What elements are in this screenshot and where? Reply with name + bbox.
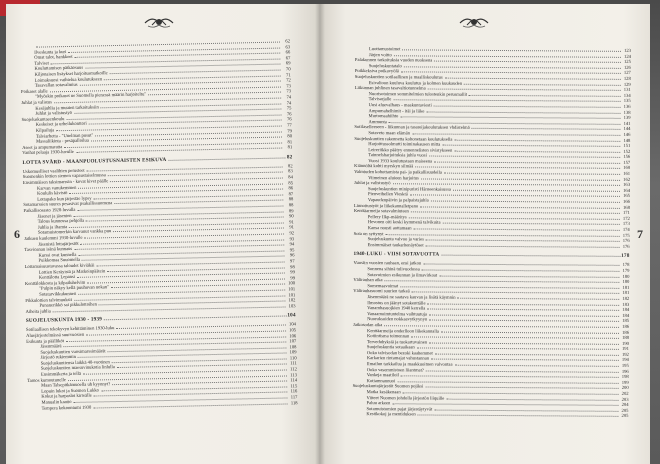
toc-entry-title: Sonnena sihinä tulivuodossa — [367, 266, 420, 272]
toc-entry-title: Aluejärjestelmässä suurvuosien — [26, 331, 85, 338]
toc-entry-title: Nuoruksoiden nokkaavytkyynyn — [367, 316, 428, 322]
toc-entry-page: 83 — [288, 168, 293, 174]
toc-entry-title: Juhlat ja valistustyö — [354, 180, 391, 186]
toc-entry-title: Pellery Ilkp-määritys — [367, 213, 407, 220]
toc-entry-page: 191 — [621, 346, 629, 352]
toc-entry-page: 114 — [290, 377, 298, 383]
section-heading: SUOJELUSKUNTA 1930 - 1939 104 — [25, 312, 296, 325]
toc-entry-title: Kokut ja harpaslot kirreälle — [41, 393, 92, 400]
toc-entry-title: Vanhat pelaaja 1930-luvulle — [22, 149, 74, 156]
toc-entry-title: Suojeluskuntaeenkoulu — [21, 115, 65, 122]
toc-entry-page: 62 — [285, 38, 291, 44]
toc-entry-page: 74 — [286, 99, 292, 105]
toc-entry-page: 99 — [290, 269, 295, 275]
toc-entry-page: 86 — [288, 185, 294, 191]
toc-entry-title: Tainnelsharjoituksia juhla vuosi — [368, 152, 427, 158]
toc-entry-page: 75 — [286, 105, 292, 111]
toc-entry-page: 96 — [289, 252, 295, 258]
toc-entry-page: 186 — [622, 329, 630, 335]
toc-entry-title: Sotilaallisen tekokyvyn kehittäminen 1930-luku — [25, 325, 115, 333]
toc-entry-title: Sotamarssien suures pesasivat psakallissuomena — [23, 200, 113, 208]
toc-entry-title: Välirauhan aika — [353, 277, 383, 283]
toc-entry-title: Kenttälokkosta ja kilpailuhelvim — [24, 279, 86, 286]
toc-entry-title: Sotaveto maan elämän — [368, 130, 411, 136]
toc-entry-title: Aseet ja ampumaratta — [22, 143, 63, 150]
toc-entry-page: 94 — [289, 241, 295, 247]
toc-entry-page: 89 — [288, 207, 294, 214]
toc-entry-title: Suojeluskuntien vuosimarssimäärät — [40, 347, 106, 355]
toc-entry-page: 131 — [623, 87, 631, 93]
toc-entry-title: Palakunnen tarkoituksia vuoden nuoksena — [354, 57, 433, 63]
toc-entry-page: 195 — [621, 362, 629, 368]
toc-entry-page: 172 — [622, 215, 630, 221]
section-heading: 1940-LUKU - VIISI SOTAVUOTTA 178 — [353, 251, 630, 260]
toc-entry-page: 101 — [288, 286, 296, 292]
toc-entry-page: 156 — [623, 154, 631, 160]
toc-entry-title: Jatkuen kuulemmi 1930-luvulle — [24, 234, 83, 241]
toc-entry-page: 124 — [624, 53, 631, 59]
toc-entry-title: Liikunnan juhlinen tasavaltiotunnelma — [354, 85, 426, 91]
toc-entry-title: Kenttäarmeija onderlloon liikekannalla — [366, 327, 439, 334]
toc-entry-page: 93 — [289, 235, 295, 241]
toc-entry-title: Poikaset alalle — [20, 88, 48, 94]
toc-entry-page: 160 — [623, 165, 631, 171]
toc-entry-page: 204 — [621, 402, 629, 408]
toc-entry-title: Terveduhyksiä ja tuokartuvainen — [366, 338, 428, 345]
toc-entry-title: Tarnos kumoutunelle — [26, 376, 66, 383]
toc-entry-page: 146 — [623, 131, 631, 137]
toc-entry-title: Talvisarjalle — [368, 96, 392, 102]
toc-entry-title: Kotiintisma toimennan — [366, 333, 410, 339]
section-heading: LOTTA SVÄRD - MAANPUOLUSTUSNAISTEN ESIKUVA 82 — [22, 154, 293, 166]
toc-entry-title: Juhlia ja iltamia — [37, 223, 68, 230]
toc-entry-title: Sotavoimien esikunnan ja ilmavirkoat — [367, 271, 438, 278]
toc-entry-title: Punanerikkö sai pikkulottoihen — [39, 301, 97, 308]
toc-entry-title: Nuorisotoimen sommitelmien tulostenkin perusmallit — [368, 90, 468, 97]
toc-entry-title: Suojeluskuntien minipuristi Härneenkaisussa — [367, 185, 451, 192]
toc-entry-title: Kiljonaisen lisäykset harjoitusmatkoille — [34, 70, 108, 77]
toc-entry-title: Suojeluskuntajärjestöt Suomen pojiksi — [352, 383, 424, 389]
toc-entry-page: 107 — [289, 338, 297, 344]
toc-entry-title: Tasavallan sotavalmius — [34, 81, 78, 88]
toc-entry-page: 199 — [621, 379, 629, 385]
toc-entry-page: 100 — [288, 280, 296, 286]
toc-entry-title: Kansa nousti aottamaan — [367, 225, 412, 231]
open-book — [6, 4, 650, 464]
toc-entry-title: Keskeiset ja urheilukonttori — [35, 120, 87, 128]
toc-entry-page: 105 — [289, 327, 297, 333]
toc-entry-title: Ooko vasemmistoen liiantmat? — [366, 366, 424, 373]
toc-entry-page: 106 — [289, 332, 297, 338]
toc-entry-title: Kurssi ovat kunnella — [38, 251, 77, 258]
toc-entry-page: 151 — [623, 142, 631, 149]
toc-entry-title: Sotatarvikkukunnen — [39, 290, 77, 297]
toc-entry-title: Koululis kävistö — [37, 190, 68, 196]
toc-entry-page: 175 — [622, 232, 630, 238]
toc-entry-page: 141 — [623, 120, 631, 126]
dot-leader — [469, 95, 621, 97]
toc-entry-page: 73 — [286, 88, 292, 94]
dot-leader — [426, 245, 620, 247]
toc-entry-title: Jäsenmäärä — [40, 343, 62, 349]
toc-entry-page: 138 — [623, 109, 631, 115]
toc-entry-title: Järjestö rukiemmin — [40, 354, 76, 360]
toc-entry-title: Kouluttamisen pätkäosuus — [34, 65, 84, 72]
toc-entry-page: 118 — [290, 399, 298, 406]
toc-entry-page: 79 — [287, 127, 292, 133]
toc-entry-title: Pienveihellen Viesktä — [367, 191, 408, 197]
toc-entry-page: 157 — [623, 159, 631, 165]
toc-entry-title: Jäsenistä lottajärjestöt — [38, 240, 79, 247]
toc-entry-page: 205 — [621, 407, 629, 413]
toc-entry-page: 194 — [621, 357, 629, 363]
toc-entry-page: 163 — [623, 182, 631, 188]
toc-entry-page: 116 — [290, 388, 298, 394]
toc-entry-page: 168 — [622, 204, 630, 210]
toc-entry-page: 181 — [622, 290, 630, 296]
dot-leader — [418, 415, 619, 417]
toc-entry-title: Esivalioon kuuluva koulutus ja kolmen kuukauden — [368, 79, 463, 86]
toc-entry-title: Kestikokoj ja mentiduksen — [366, 411, 416, 417]
toc-entry-page: 135 — [623, 98, 631, 104]
toc-entry-page: 202 — [621, 390, 629, 396]
toc-entry-page: 104 — [288, 321, 296, 327]
toc-entry-page: 72 — [286, 77, 291, 83]
toc-entry-title: Vuosiin vuosien rauhaan, ensi jatkon — [353, 260, 422, 266]
toc-entry-title: Vuosi 1933 koulutustaan maiseena — [368, 157, 433, 164]
toc-entry-page: 80 — [287, 133, 293, 139]
toc-entry-page: 101 — [288, 291, 296, 297]
toc-entry-page: 66 — [285, 49, 291, 55]
toc-entry-page: 84 — [288, 174, 293, 180]
toc-entry-page: 97 — [289, 258, 295, 264]
toc-entry-title: Ensimmäiset taukarhenäytöset — [367, 241, 424, 248]
toc-entry-title: Järjen voitto — [368, 51, 392, 57]
toc-entry-title: Luottamustoimet — [368, 46, 401, 52]
toc-entry-title: Vanamhasuojkien 1940 kerrella — [367, 305, 426, 311]
toc-entry-page: 81 — [287, 144, 293, 150]
book-spine — [315, 4, 325, 464]
toc-entry-title: Ooko talvisodan bezoki kaahemmet — [366, 349, 433, 356]
toc-entry-title: Viiteet Nuomen johdolla järjestön liiquille — [366, 394, 445, 401]
toc-entry-title: Somemaavoimat — [367, 282, 399, 289]
toc-entry-page: 152 — [623, 148, 631, 154]
toc-entry-title: Sotamuistomerkin karvanut vankka puu — [37, 228, 112, 236]
toc-entry-page: 90 — [289, 213, 294, 219]
toc-entry-page: 74 — [286, 94, 292, 100]
toc-entry-page: 91 — [289, 224, 294, 230]
toc-entry-title: Massaliikinta - pesäpalloilua — [35, 137, 89, 144]
toc-entry-title: Vankeja maatiloil — [366, 372, 400, 378]
toc-entry-title: Karvan vanukemmen — [36, 184, 77, 191]
toc-entry-page: 88 — [288, 196, 294, 202]
toc-entry-title: Sotilaselleeseen - liikunnan ja tasareijakoulutuksen vhdistelmä — [354, 124, 470, 131]
toc-entry-title: Suojeluskunta valvoo ja varies — [367, 236, 424, 242]
toc-entry-title: Ammunta — [368, 118, 387, 124]
toc-entry-title: Talviset — [34, 60, 49, 66]
toc-entry-title: Poikkeksiva poikavyölä — [354, 68, 399, 74]
toc-entry-page: 164 — [623, 187, 631, 193]
dot-leader — [93, 403, 287, 408]
toc-entry-title: Kesäjuhlia ja muuten tarkoituksiin — [35, 103, 99, 111]
toc-entry-page: 98 — [290, 263, 295, 269]
toc-entry-page: 125 — [623, 59, 631, 65]
toc-entry-title: Talous kunnossa pehjolla — [37, 217, 85, 224]
table-of-contents-left — [20, 38, 298, 411]
toc-entry-page: 184 — [622, 312, 630, 318]
toc-entry-title: Loimaksuosi vaihtelua koulutukseen — [34, 75, 103, 83]
toc-entry-page: 185 — [622, 318, 630, 324]
toc-entry-title: Kilpailuja — [35, 127, 55, 133]
toc-entry-page: 73 — [286, 83, 291, 89]
dot-leader — [472, 128, 621, 130]
toc-entry-title: Murtomaahiihto — [368, 113, 399, 119]
toc-entry-page: 108 — [289, 343, 297, 350]
toc-entry-page: 95 — [289, 247, 295, 253]
toc-entry — [352, 411, 628, 419]
toc-entry-title: Suojeluskuntatalo — [368, 62, 402, 69]
toc-entry-title: Uusi aluevalhaus - maakuntaviesti — [368, 102, 432, 108]
toc-entry-title: Matka kesäkenaan — [366, 389, 401, 395]
left-page — [6, 4, 319, 464]
toc-entry-title: Suojeluskuntien sotilaallinen ja maalliskoulutus — [354, 73, 443, 80]
toc-entry-page: 196 — [621, 368, 629, 374]
toc-entry-page: 183 — [622, 301, 630, 307]
toc-entry-page: 82 — [287, 163, 293, 169]
toc-entry-page: 71 — [286, 71, 291, 77]
toc-entry-page: 171 — [622, 210, 630, 216]
toc-entry-page: 176 — [622, 238, 630, 244]
toc-entry-page: 198 — [621, 374, 629, 380]
toc-entry-page: 184 — [622, 306, 630, 313]
toc-entry-page: 200 — [621, 385, 629, 391]
toc-entry-page: 166 — [623, 198, 630, 204]
toc-entry-title: Pikkulottien talvimuuksit — [25, 296, 72, 303]
toc-entry-title: Paluu arkeen — [366, 400, 391, 406]
toc-entry-title: Viimeinen aluieen harjoitus — [368, 174, 419, 181]
toc-entry-title: Suojeluskuntiensa laikkä 40-vuotinen — [40, 359, 110, 366]
page-number: 6 — [14, 227, 20, 241]
toc-entry-title: Ampumahelhimit - itäi ja liike — [368, 107, 425, 114]
toc-entry-title: Jäsenmäärä ne saatava kauvan ja lisätä käymnin — [367, 294, 456, 300]
toc-entry-title: Suojeluskuntia sotaaikaan — [366, 344, 415, 350]
toc-entry-title: Sota on syttynyt — [353, 230, 384, 236]
toc-entry-title: Leireriikko päätyy ennennelisten sivistykseen — [368, 146, 453, 153]
toc-entry-title: Kenttäarmeija sotavalmiuteen — [353, 208, 409, 214]
toc-entry-title: Ilmostus on jäänyt sotakenttälle — [367, 299, 426, 306]
toc-entry-title: Välirauhasuomi suurien tarkeä — [353, 288, 410, 294]
toc-entry-page: 112 — [290, 366, 297, 372]
toc-entry-page: 99 — [290, 275, 296, 281]
toc-entry-title: Suomenkin lottien siemen vapaustaiselmussa — [22, 172, 106, 180]
dot-leader — [76, 148, 282, 153]
table-of-contents-right — [352, 46, 631, 419]
toc-entry-title: Karkarien rintamajat vahustannan — [366, 355, 430, 361]
toc-entry-title: Jäsenet ja jäsenien — [37, 212, 72, 219]
toc-entry-page: 176 — [622, 243, 630, 249]
toc-entry-page: 205 — [621, 413, 629, 419]
toc-entry-page: 182 — [622, 295, 630, 301]
toc-entry-title: Ilveskunta ja kuri — [34, 48, 67, 55]
toc-entry-page: 67 — [285, 55, 291, 61]
toc-entry-page: 180 — [622, 279, 630, 285]
toc-entry-page: 173 — [622, 221, 630, 227]
toc-entry-page: 127 — [623, 70, 631, 76]
toc-entry-title: Linnoitustyöt ja liikekannalletpano — [353, 202, 419, 209]
toc-entry-title: Lottapako kun järjestäe lypsy — [37, 195, 92, 202]
toc-entry-title: Kenttälotta Lepansi — [38, 274, 76, 280]
toc-entry — [354, 242, 630, 250]
toc-entry-page: 88 — [288, 202, 294, 208]
toc-entry-page: 165 — [623, 193, 630, 199]
toc-entry-page: 110 — [289, 355, 297, 361]
toc-entry-page: 181 — [622, 284, 630, 290]
toc-entry-title: Valmiuden kohottamista pai- ja paikallisuudella — [354, 169, 442, 175]
toc-entry-page: 203 — [621, 396, 629, 402]
toc-entry-title: Vapaudenpäivin ja palpaistajuhla — [367, 197, 429, 203]
toc-entry-page: 192 — [621, 351, 629, 357]
toc-entry-title: Suojeluskuntien rakennetta kohonetaan koulutuksella — [354, 135, 453, 142]
toc-entry-page: 115 — [290, 383, 298, 389]
toc-entry-page: 77 — [287, 122, 292, 128]
toc-entry-page: 102 — [288, 297, 296, 303]
toc-entry-page: 144 — [623, 126, 631, 132]
toc-entry-title: Hevonen oiti koski kymmenä talvikuita — [367, 219, 441, 226]
toc-entry-page: 188 — [622, 334, 629, 341]
toc-entry-title: Jatkosodan aika — [353, 321, 383, 328]
toc-entry-title: Aiheita juhlia — [25, 308, 51, 314]
toc-entry-page: 69 — [285, 60, 291, 66]
floral-ornament-icon — [142, 14, 176, 30]
toc-entry-page: 123 — [624, 47, 631, 53]
toc-entry-page: 128 — [623, 75, 631, 81]
toc-entry-page: 70 — [285, 66, 291, 72]
toc-entry-page: 186 — [622, 323, 630, 329]
toc-entry-title: Manualin kaatio — [41, 399, 72, 405]
toc-entry-page: 85 — [288, 179, 294, 186]
page-number: 7 — [637, 227, 643, 241]
toc-entry-page: 162 — [623, 176, 631, 182]
toc-entry-title: Kiännöltä kohti myrskyn silmää — [354, 163, 414, 169]
toc-entry-title: Juhlat ja valistustyö — [35, 110, 72, 116]
toc-entry-page: 148 — [623, 137, 631, 143]
toc-entry-page: 179 — [622, 267, 630, 273]
toc-entry-title: Tempera kokoontumi 1930 — [41, 404, 92, 411]
toc-entry-page: 113 — [290, 371, 298, 378]
toc-entry-page: 117 — [290, 394, 298, 400]
toc-entry-page: 111 — [290, 360, 297, 366]
toc-entry-title: Ilmailun tarkkailua ja maakkuoitnen valvontaa — [366, 361, 453, 367]
toc-entry-title: Paikallisosasto 1920-luvulla — [23, 206, 76, 213]
toc-entry-page: 109 — [289, 349, 297, 355]
toc-entry-page: 129 — [623, 81, 631, 87]
toc-entry-title: Vanaamoimtuntelma vaihtuutuja — [367, 310, 427, 317]
toc-entry-title: "Myöskin poikaset ne Suomella pienessä määrin harjoiteltu" — [35, 91, 147, 100]
toc-entry-page: 81 — [287, 139, 293, 145]
toc-entry-title: Talviarhetta - "Unelman pusut" — [35, 131, 94, 139]
toc-entry-title: Lottamaisuustavassa taloudet kiviäkäi — [24, 262, 95, 269]
toc-entry-title: Puikkomaa Suuomella — [38, 257, 81, 264]
toc-entry-page: 136 — [623, 103, 631, 109]
toc-entry-title: Ensimmäisen taksimarssin - kovat kivet päälle — [22, 178, 109, 186]
toc-entry-title: Maan Talsepitkämuoella uh kyynnyt? — [41, 381, 111, 388]
toc-entry-page: 92 — [289, 230, 295, 236]
toc-entry-title: Tasvioanan isänä kunnaus — [24, 246, 73, 253]
toc-entry-title: Sotamuistomien pajat järjestäytyvät — [366, 405, 433, 412]
toc-entry-title: Esikunta ja päälliköt — [26, 337, 65, 344]
right-page — [319, 4, 650, 464]
toc-entry-page: 139 — [623, 115, 631, 121]
toc-entry-page: 174 — [622, 226, 630, 232]
toc-entry-page: 161 — [623, 170, 631, 176]
toc-entry-title: Kotiamnannuoi — [366, 377, 396, 384]
toc-entry-page: 190 — [622, 340, 629, 346]
toc-entry-page: 178 — [622, 262, 630, 268]
toc-entry-title: "Pulpin näkyy kellä puuhuvan nokan" — [39, 284, 110, 291]
toc-entry-page: 103 — [288, 303, 296, 309]
toc-entry-page: 126 — [623, 64, 631, 70]
toc-entry-title: Harjoittussolmutti toiminakausen mitta — [368, 141, 441, 147]
toc-entry-page: 63 — [285, 43, 291, 50]
toc-entry-page: 91 — [289, 219, 294, 225]
toc-entry-title: Ensimmäkerta ja tellä — [40, 370, 82, 377]
toc-entry-page: 180 — [622, 273, 630, 279]
toc-entry-title: Lottien Keräyistä ja Matkoinpäätein — [38, 267, 106, 275]
toc-entry-title: Lopuin lukoi ja Suomen Lukko — [41, 387, 99, 394]
toc-entry-page: 76 — [286, 116, 292, 122]
floral-ornament-icon — [457, 14, 491, 30]
toc-entry-page: 76 — [286, 111, 292, 117]
toc-entry-page: 87 — [288, 191, 294, 197]
toc-entry-title: Omat talot, hankkeet — [34, 54, 73, 60]
toc-entry-title: Uskomuslliset vaalihien perusteet — [22, 167, 85, 174]
toc-entry-page: 134 — [623, 92, 631, 98]
toc-entry-title: Suojeluskuntien maesuvinukotia linlulla — [40, 364, 115, 372]
toc-entry-title: Juhlat ja valistus — [21, 99, 52, 105]
